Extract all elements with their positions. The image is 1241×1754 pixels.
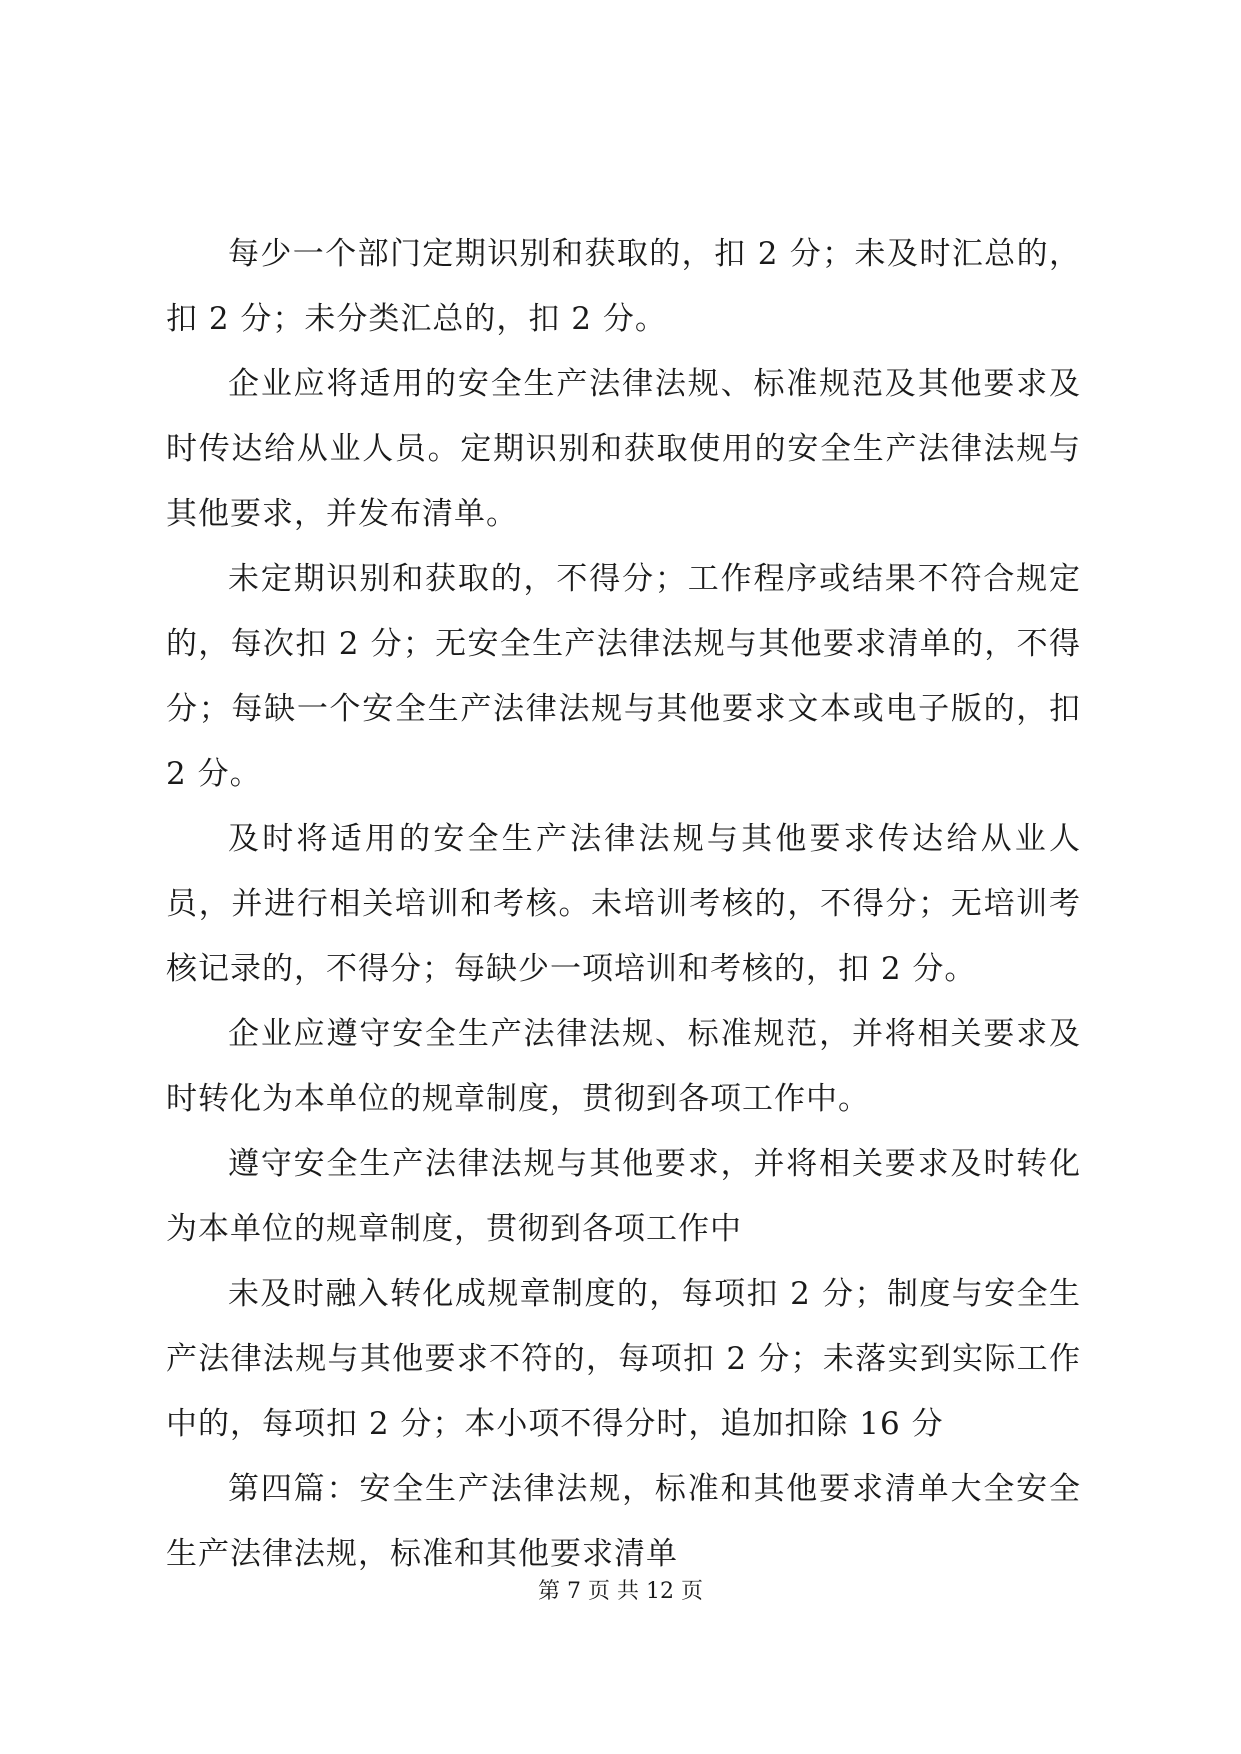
document-body: [166, 222, 1081, 1587]
page-number-footer: 第 7 页 共 12 页: [538, 1579, 703, 1604]
paragraph: 第四篇：安全生产法律法规，标准和其他要求清单大全安全生产法律法规，标准和其他要求清单: [166, 1471, 1081, 1572]
paragraph: 未及时融入转化成规章制度的，每项扣 2 分；制度与安全生产法律法规与其他要求不符的，每项扣 2 分；未落实到实际工作中的，每项扣 2 分；本小项不得分时，追加扣除 16 分: [166, 1276, 1081, 1442]
paragraph: 每少一个部门定期识别和获取的，扣 2 分；未及时汇总的，扣 2 分；未分类汇总的，扣 2 分。: [166, 236, 1081, 337]
paragraph: 未定期识别和获取的，不得分；工作程序或结果不符合规定的，每次扣 2 分；无安全生产法律法规与其他要求清单的，不得分；每缺一个安全生产法律法规与其他要求文本或电子版的，扣 2 分。: [166, 561, 1081, 792]
paragraph: 企业应遵守安全生产法律法规、标准规范，并将相关要求及时转化为本单位的规章制度，贯彻到各项工作中。: [166, 1016, 1081, 1117]
paragraph: 及时将适用的安全生产法律法规与其他要求传达给从业人员，并进行相关培训和考核。未培训考核的，不得分；无培训考核记录的，不得分；每缺少一项培训和考核的，扣 2 分。: [166, 821, 1081, 987]
paragraph: 遵守安全生产法律法规与其他要求，并将相关要求及时转化为本单位的规章制度，贯彻到各项工作中: [166, 1146, 1081, 1247]
paragraph: 企业应将适用的安全生产法律法规、标准规范及其他要求及时传达给从业人员。定期识别和获取使用的安全生产法律法规与其他要求，并发布清单。: [166, 366, 1081, 532]
